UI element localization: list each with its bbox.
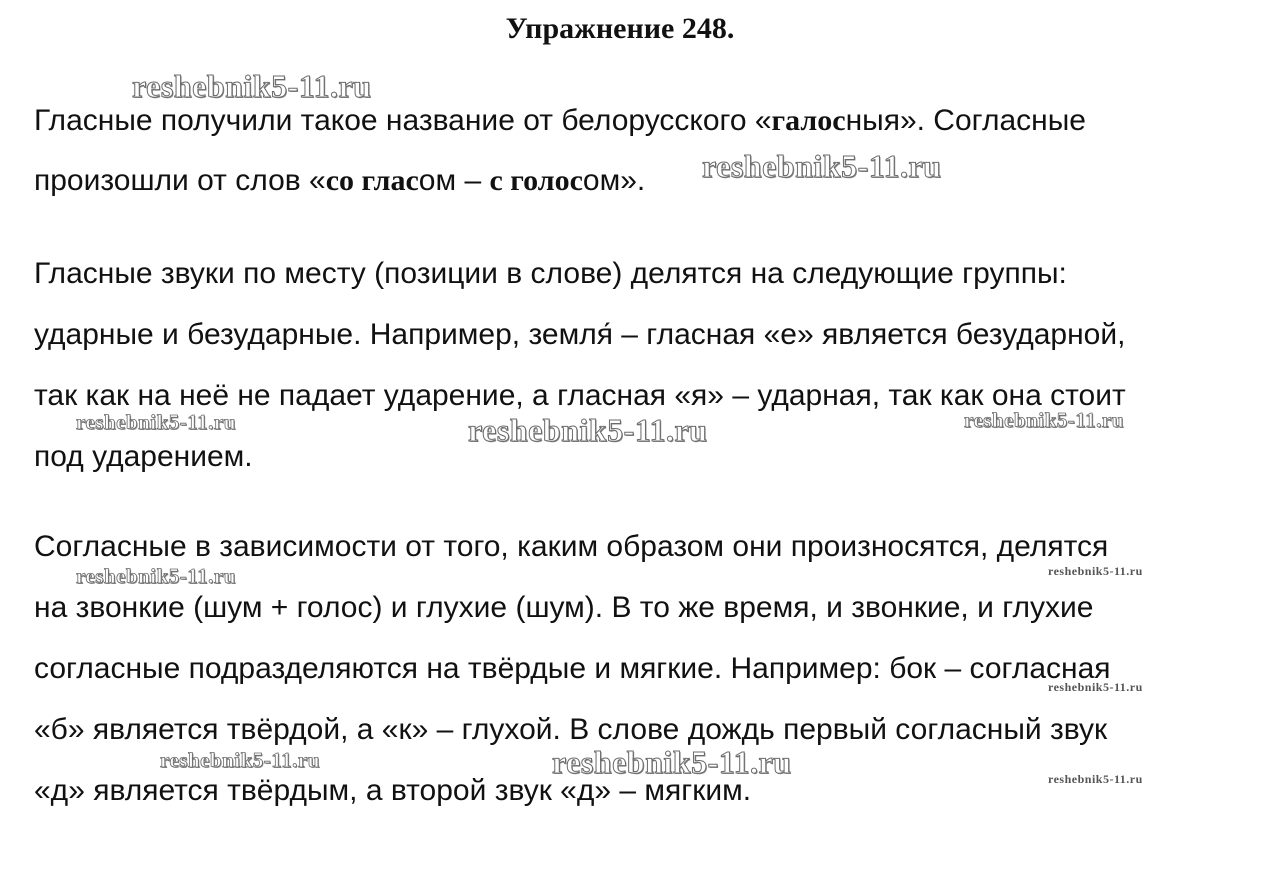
- text-line-10: «б» является твёрдой, а «к» – глухой. В слове дождь первый согласный звук: [34, 713, 1108, 746]
- line-2-bold-a: со глас: [325, 164, 419, 197]
- watermark: reshebnik5-11.ru: [1048, 564, 1143, 578]
- text-line-4: ударные и безударные. Например, земля́ – гласная «е» является безударной,: [34, 318, 1126, 351]
- watermark: reshebnik5-11.ru: [702, 148, 942, 184]
- line-2-bold-b: с голос: [489, 164, 583, 197]
- text-line-1: [34, 104, 1086, 138]
- text-line-9: согласные подразделяются на твёрдые и мягкие. Например: бок – согласная: [34, 652, 1111, 685]
- text-line-5: так как на неё не падает ударение, а гласная «я» – ударная, так как она стоит: [34, 379, 1126, 412]
- line-2-text-a: произошли от слов «: [34, 164, 326, 197]
- watermark: reshebnik5-11.ru: [468, 412, 708, 448]
- text-line-8: на звонкие (шум + голос) и глухие (шум). В то же время, и звонкие, и глухие: [34, 591, 1094, 624]
- line-1-text-a: Гласные получили такое название от белорусского «: [34, 104, 772, 137]
- text-line-6: под ударением.: [34, 440, 253, 473]
- watermark: reshebnik5-11.ru: [160, 748, 320, 772]
- watermark: reshebnik5-11.ru: [964, 408, 1124, 432]
- line-1-bold-a: галос: [771, 104, 846, 137]
- exercise-title: Упражнение 248.: [505, 12, 735, 45]
- text-line-2: [34, 164, 645, 198]
- watermark: reshebnik5-11.ru: [132, 68, 372, 104]
- watermark: reshebnik5-11.ru: [552, 744, 792, 780]
- line-2-text-c: ом».: [582, 164, 646, 197]
- text-line-7: Согласные в зависимости от того, каким образом они произносятся, делятся: [34, 530, 1109, 563]
- watermark: reshebnik5-11.ru: [1048, 772, 1143, 786]
- line-1-text-b: ныя». Согласные: [845, 104, 1086, 137]
- line-2-text-b: ом –: [418, 164, 490, 197]
- watermark: reshebnik5-11.ru: [76, 410, 236, 434]
- watermark: reshebnik5-11.ru: [1048, 680, 1143, 694]
- text-line-11: «д» является твёрдым, а второй звук «д» – мягким.: [34, 774, 752, 807]
- text-line-3: Гласные звуки по месту (позиции в слове) делятся на следующие группы:: [34, 257, 1067, 290]
- watermark: reshebnik5-11.ru: [76, 564, 236, 588]
